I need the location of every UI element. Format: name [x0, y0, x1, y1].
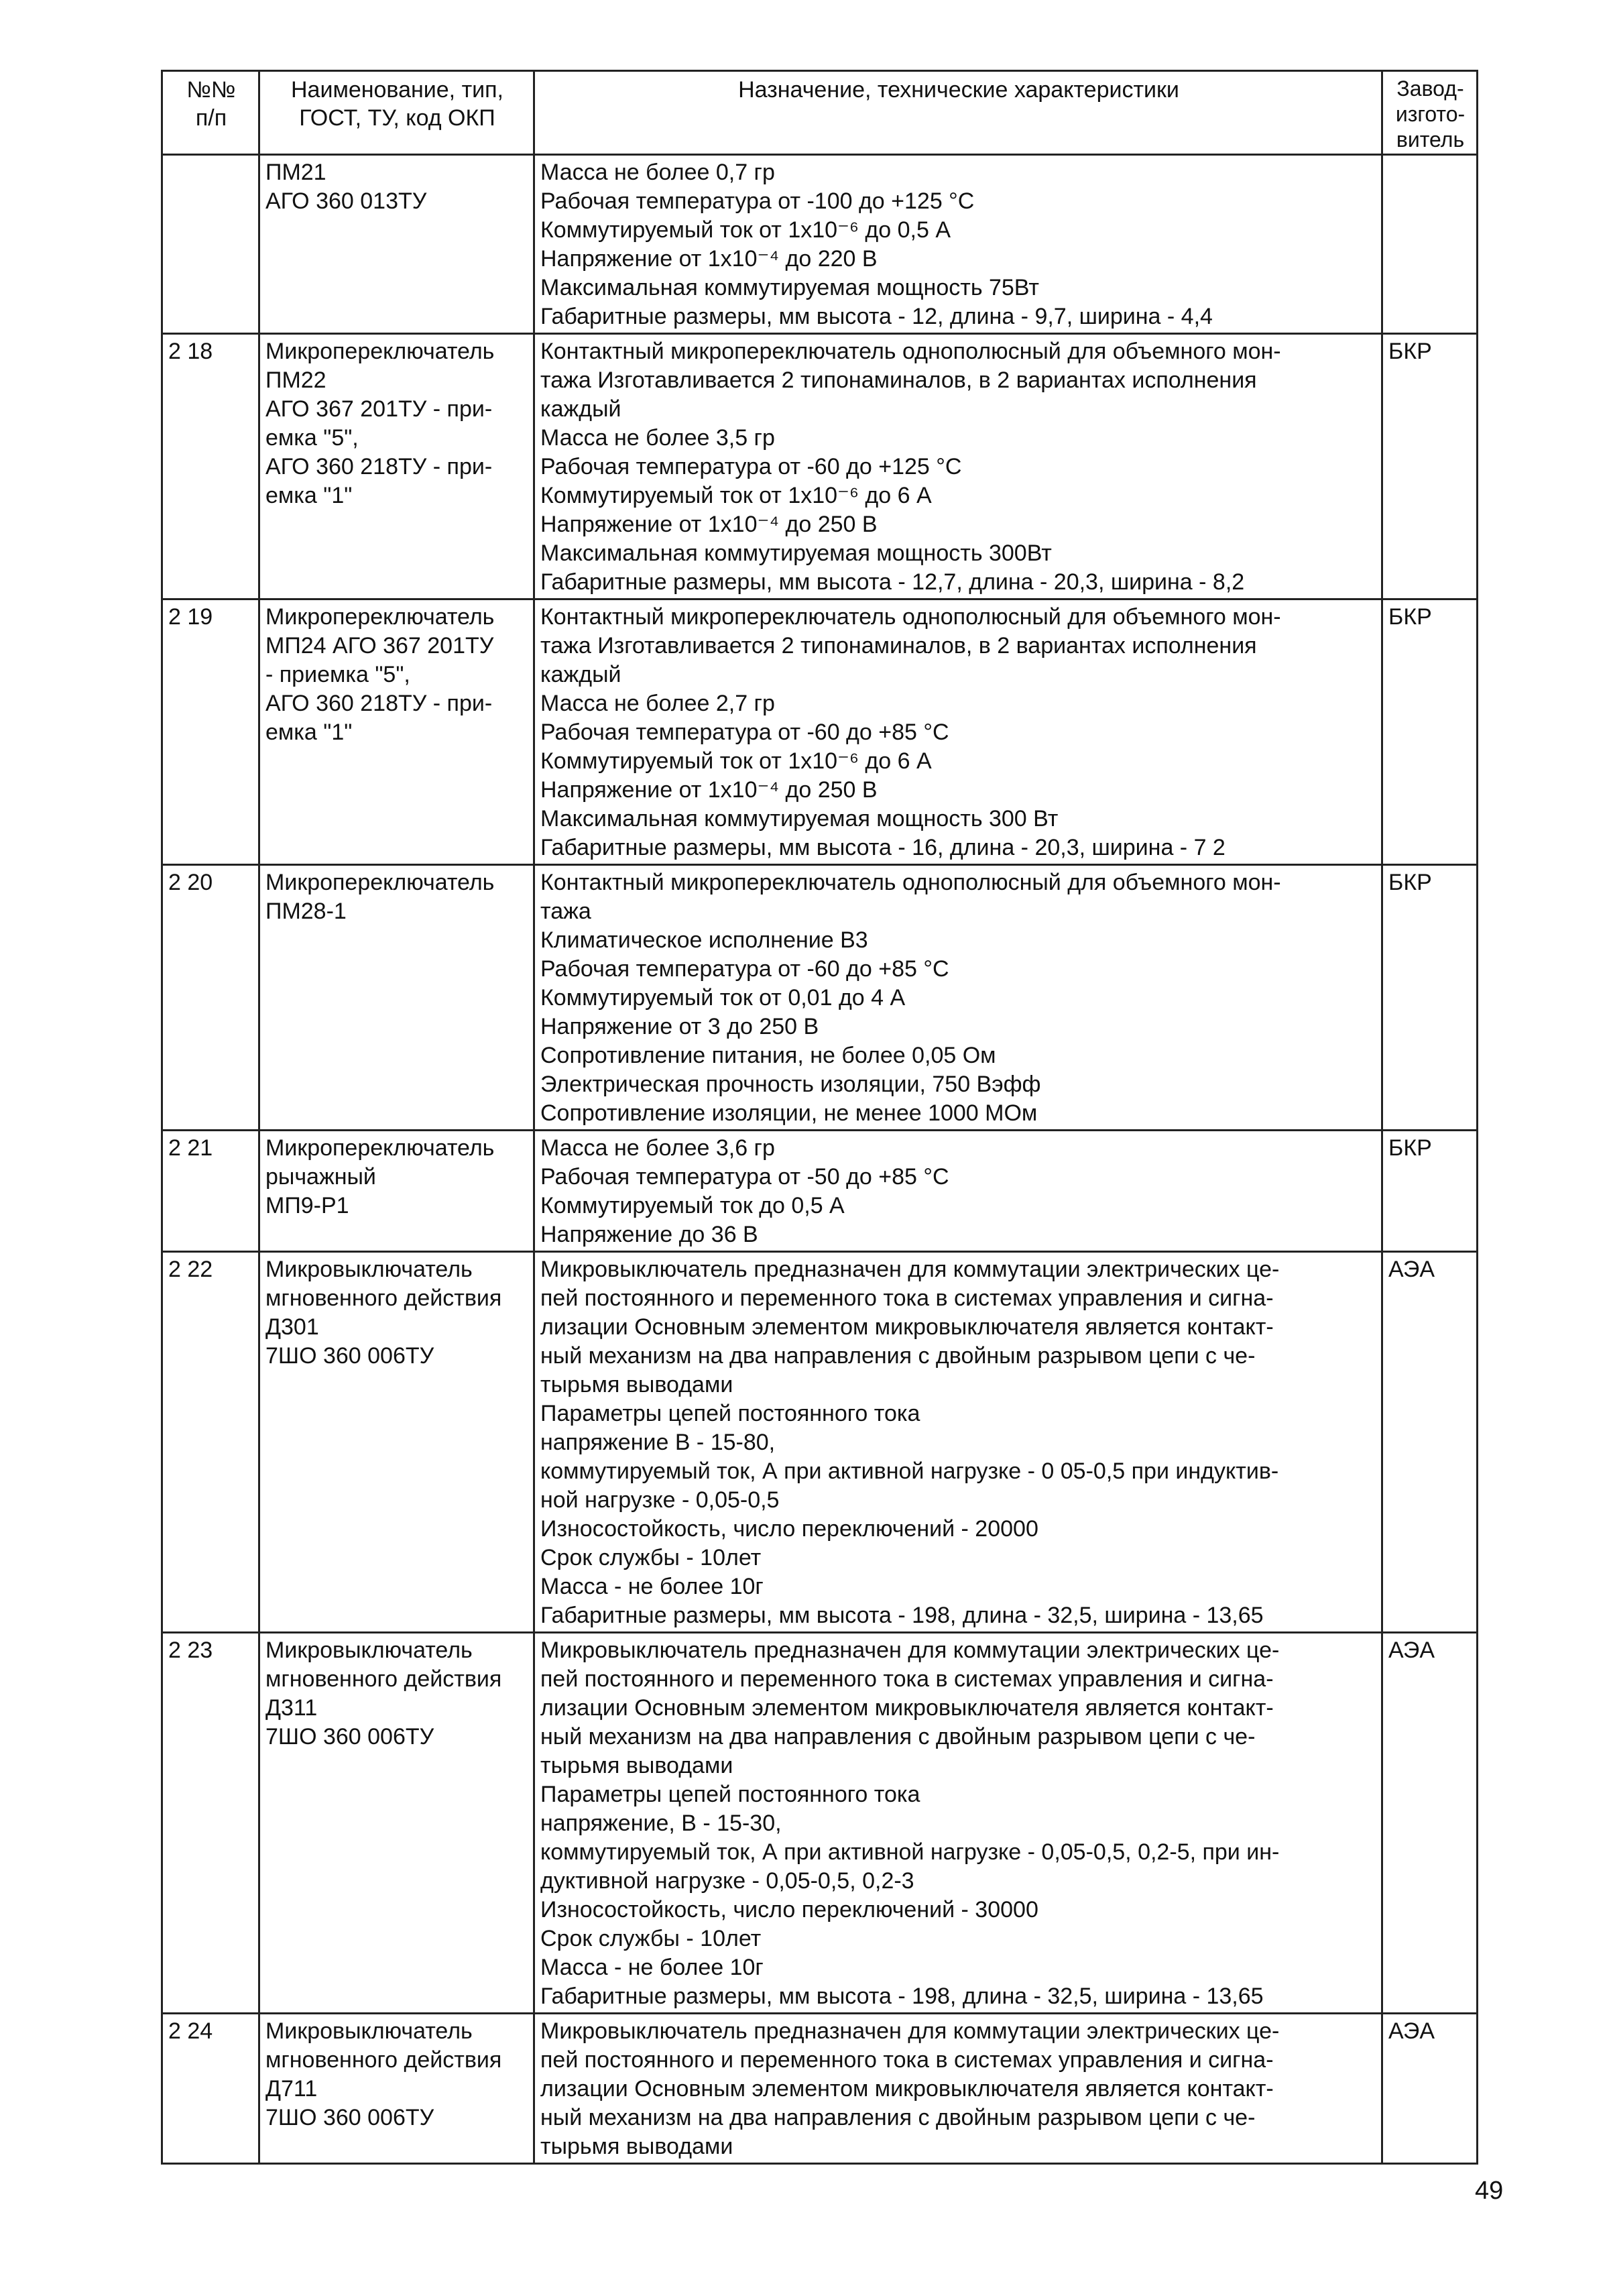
- table-row: [162, 2014, 1478, 2164]
- spec-line: Срок службы - 10лет: [540, 1545, 762, 1570]
- spec-line: Рабочая температура от -60 до +85 °С: [540, 720, 949, 745]
- spec-line: Рабочая температура от -50 до +85 °С: [540, 1164, 949, 1190]
- spec-line: пей постоянного и переменного тока в системах управления и сигна-: [540, 1666, 1274, 1692]
- spec-line: Коммутируемый ток до 0,5 А: [540, 1193, 845, 1218]
- spec-line: лизации Основным элементом микровыключателя является контакт-: [540, 1314, 1274, 1340]
- component-specs: [534, 599, 1382, 865]
- spec-line: Максимальная коммутируемая мощность 300 Вт: [540, 806, 1059, 831]
- spec-line: Напряжение от 1х10⁻⁴ до 250 В: [540, 777, 878, 803]
- manufacturer: БКР: [1382, 334, 1478, 599]
- spec-line: Коммутируемый ток от 0,01 до 4 А: [540, 985, 906, 1011]
- spec-line: тажа Изготавливается 2 типонаминалов, в 2 вариантах исполнения: [540, 633, 1257, 658]
- manufacturer: АЭА: [1382, 1633, 1478, 2014]
- spec-line: Контактный микропереключатель однополюсный для объемного мон-: [540, 339, 1281, 364]
- spec-line: Микровыключатель предназначен для коммутации электрических це-: [540, 1638, 1280, 1663]
- spec-line: Габаритные размеры, мм высота - 12, длина - 9,7, ширина - 4,4: [540, 304, 1213, 329]
- component-name: Микропереключатель ПМ28-1: [259, 865, 534, 1131]
- spec-line: Параметры цепей постоянного тока: [540, 1782, 920, 1807]
- table-row: [162, 1252, 1478, 1633]
- manufacturer: БКР: [1382, 599, 1478, 865]
- manufacturer: АЭА: [1382, 2014, 1478, 2164]
- row-number: 2 19: [162, 599, 259, 865]
- spec-line: Коммутируемый ток от 1х10⁻⁶ до 6 А: [540, 483, 932, 508]
- spec-line: Электрическая прочность изоляции, 750 Вэфф: [540, 1072, 1041, 1097]
- spec-line: Износостойкость, число переключений - 30000: [540, 1897, 1038, 1922]
- row-number: 2 21: [162, 1131, 259, 1252]
- spec-line: пей постоянного и переменного тока в системах управления и сигна-: [540, 1285, 1274, 1311]
- table-row: [162, 599, 1478, 865]
- spec-line: Износостойкость, число переключений - 20000: [540, 1516, 1038, 1542]
- spec-line: Коммутируемый ток от 1х10⁻⁶ до 0,5 А: [540, 217, 951, 243]
- row-number: [162, 155, 259, 334]
- component-name: ПМ21 АГО 360 013ТУ: [259, 155, 534, 334]
- spec-line: Габаритные размеры, мм высота - 198, длина - 32,5, ширина - 13,65: [540, 1984, 1264, 2009]
- spec-line: Сопротивление изоляции, не менее 1000 МОм: [540, 1100, 1038, 1126]
- spec-line: Масса не более 0,7 гр: [540, 160, 775, 185]
- row-number: 2 24: [162, 2014, 259, 2164]
- table-row: [162, 1131, 1478, 1252]
- spec-line: Рабочая температура от -100 до +125 °С: [540, 188, 975, 214]
- spec-line: Контактный микропереключатель однополюсный для объемного мон-: [540, 604, 1281, 630]
- page-number: 49: [1475, 2177, 1504, 2205]
- table-row: [162, 155, 1478, 334]
- spec-line: Габаритные размеры, мм высота - 12,7, длина - 20,3, ширина - 8,2: [540, 569, 1245, 595]
- header-purpose: Назначение, технические характеристики: [534, 71, 1382, 155]
- spec-line: Максимальная коммутируемая мощность 300Вт: [540, 540, 1052, 566]
- row-number: 2 23: [162, 1633, 259, 2014]
- spec-line: Срок службы - 10лет: [540, 1926, 762, 1951]
- spec-line: тырьмя выводами: [540, 1372, 733, 1397]
- component-name: Микровыключатель мгновенного действия Д301 7ШО 360 006ТУ: [259, 1252, 534, 1633]
- spec-line: коммутируемый ток, А при активной нагрузке - 0,05-0,5, 0,2-5, при ин-: [540, 1839, 1280, 1865]
- component-name: Микропереключатель рычажный МП9-Р1: [259, 1131, 534, 1252]
- spec-line: тырьмя выводами: [540, 1753, 733, 1778]
- spec-line: ный механизм на два направления с двойным разрывом цепи с че-: [540, 1724, 1256, 1749]
- spec-line: Масса не более 2,7 гр: [540, 691, 775, 716]
- spec-line: Климатическое исполнение В3: [540, 927, 868, 953]
- row-number: 2 22: [162, 1252, 259, 1633]
- spec-line: Напряжение от 3 до 250 В: [540, 1014, 819, 1039]
- manufacturer: [1382, 155, 1478, 334]
- header-name: Наименование, тип, ГОСТ, ТУ, код ОКП: [259, 71, 534, 155]
- spec-line: Максимальная коммутируемая мощность 75Вт: [540, 275, 1039, 300]
- spec-line: Масса не более 3,6 гр: [540, 1135, 775, 1161]
- spec-line: Масса - не более 10г: [540, 1574, 764, 1599]
- manufacturer: БКР: [1382, 865, 1478, 1131]
- spec-line: тажа Изготавливается 2 типонаминалов, в 2 вариантах исполнения: [540, 367, 1257, 393]
- table-row: [162, 1633, 1478, 2014]
- component-specs: [534, 334, 1382, 599]
- spec-line: дуктивной нагрузке - 0,05-0,5, 0,2-3: [540, 1868, 914, 1894]
- spec-line: Параметры цепей постоянного тока: [540, 1401, 920, 1426]
- component-specs: [534, 2014, 1382, 2164]
- table-body: [162, 155, 1478, 2164]
- spec-line: Рабочая температура от -60 до +85 °С: [540, 956, 949, 982]
- spec-line: лизации Основным элементом микровыключателя является контакт-: [540, 1695, 1274, 1721]
- spec-line: ный механизм на два направления с двойным разрывом цепи с че-: [540, 2105, 1256, 2130]
- table-row: [162, 334, 1478, 599]
- component-specs: [534, 1131, 1382, 1252]
- manufacturer: БКР: [1382, 1131, 1478, 1252]
- manufacturer: АЭА: [1382, 1252, 1478, 1633]
- spec-line: лизации Основным элементом микровыключателя является контакт-: [540, 2076, 1274, 2102]
- component-name: Микропереключатель МП24 АГО 367 201ТУ - приемка "5", АГО 360 218ТУ - при- емка "1": [259, 599, 534, 865]
- spec-line: Напряжение от 1х10⁻⁴ до 250 В: [540, 512, 878, 537]
- row-number: 2 20: [162, 865, 259, 1131]
- spec-line: Микровыключатель предназначен для коммутации электрических це-: [540, 1257, 1280, 1282]
- row-number: 2 18: [162, 334, 259, 599]
- spec-line: каждый: [540, 396, 621, 422]
- component-name: Микровыключатель мгновенного действия Д311 7ШО 360 006ТУ: [259, 1633, 534, 2014]
- table-row: [162, 865, 1478, 1131]
- spec-line: пей постоянного и переменного тока в системах управления и сигна-: [540, 2047, 1274, 2073]
- spec-line: Напряжение от 1х10⁻⁴ до 220 В: [540, 246, 878, 272]
- spec-line: каждый: [540, 662, 621, 687]
- table-header-row: [162, 71, 1478, 155]
- spec-line: напряжение В - 15-80,: [540, 1430, 776, 1455]
- spec-line: Габаритные размеры, мм высота - 198, длина - 32,5, ширина - 13,65: [540, 1603, 1264, 1628]
- spec-line: Габаритные размеры, мм высота - 16, длина - 20,3, ширина - 7 2: [540, 835, 1226, 860]
- component-name: Микропереключатель ПМ22 АГО 367 201ТУ - при- емка "5", АГО 360 218ТУ - при- емка "1": [259, 334, 534, 599]
- header-number: №№ п/п: [162, 71, 259, 155]
- spec-line: Контактный микропереключатель однополюсный для объемного мон-: [540, 870, 1281, 895]
- spec-line: напряжение, В - 15-30,: [540, 1811, 782, 1836]
- spec-line: тырьмя выводами: [540, 2134, 733, 2159]
- header-manufacturer: Завод- изгото- витель: [1382, 71, 1478, 155]
- spec-line: ной нагрузке - 0,05-0,5: [540, 1487, 780, 1513]
- component-name: Микровыключатель мгновенного действия Д711 7ШО 360 006ТУ: [259, 2014, 534, 2164]
- spec-line: Напряжение до 36 В: [540, 1222, 758, 1247]
- spec-line: Масса - не более 10г: [540, 1955, 764, 1980]
- spec-line: Рабочая температура от -60 до +125 °С: [540, 454, 962, 479]
- components-table: [161, 70, 1478, 2165]
- component-specs: [534, 1252, 1382, 1633]
- spec-line: Микровыключатель предназначен для коммутации электрических це-: [540, 2018, 1280, 2044]
- spec-line: коммутируемый ток, А при активной нагрузке - 0 05-0,5 при индуктив-: [540, 1458, 1279, 1484]
- spec-line: тажа: [540, 899, 591, 924]
- spec-line: ный механизм на два направления с двойным разрывом цепи с че-: [540, 1343, 1256, 1369]
- component-specs: [534, 865, 1382, 1131]
- component-specs: [534, 155, 1382, 334]
- spec-line: Коммутируемый ток от 1х10⁻⁶ до 6 А: [540, 748, 932, 774]
- spec-line: Масса не более 3,5 гр: [540, 425, 775, 451]
- spec-line: Сопротивление питания, не более 0,05 Ом: [540, 1043, 996, 1068]
- component-specs: [534, 1633, 1382, 2014]
